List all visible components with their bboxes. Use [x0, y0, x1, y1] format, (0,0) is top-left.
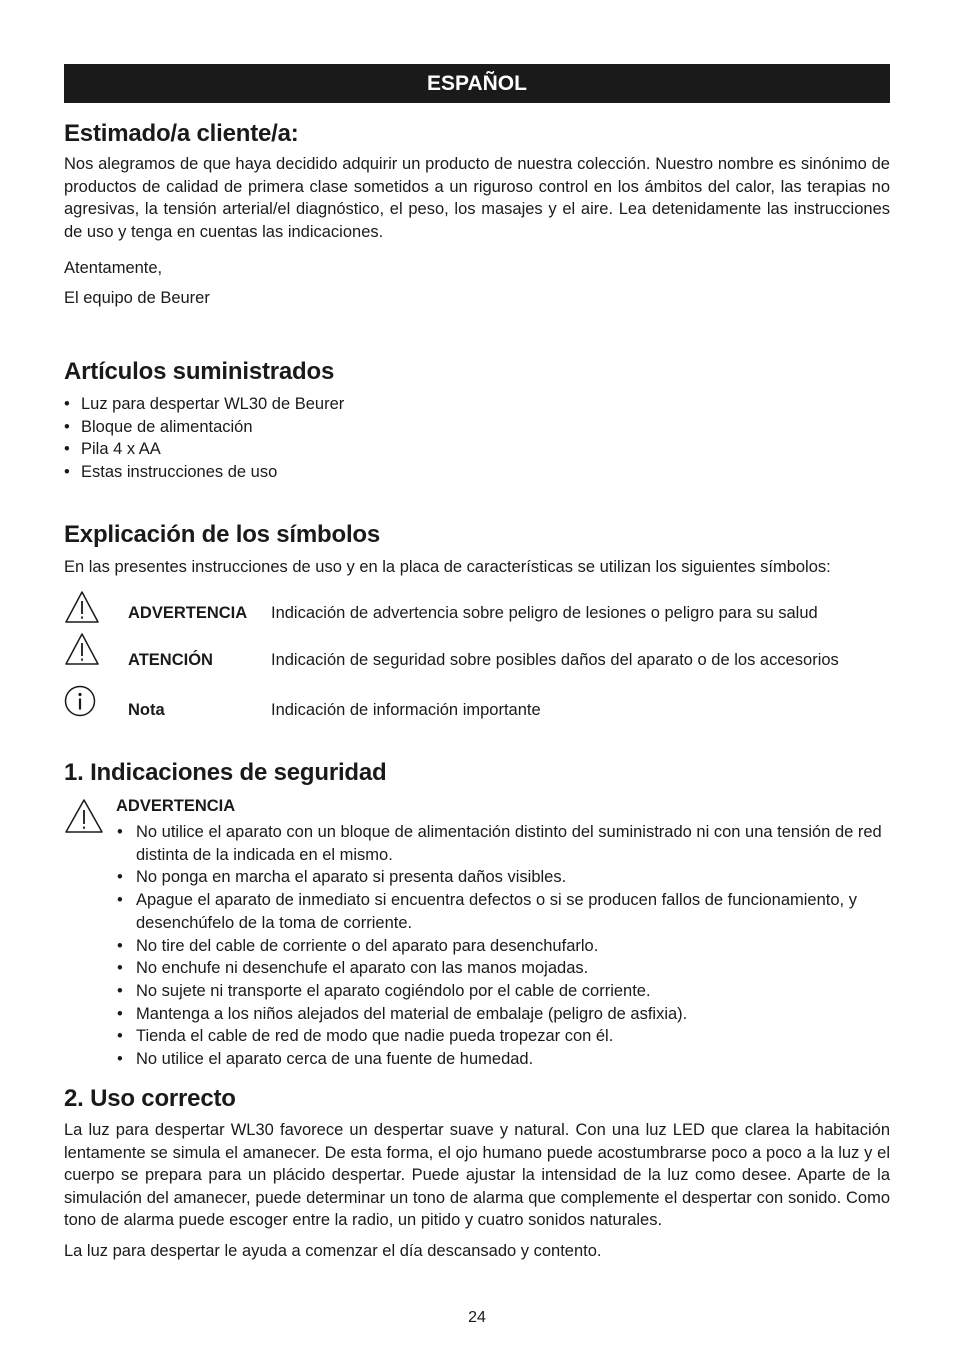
- usage-title: 2. Uso correcto: [64, 1085, 236, 1112]
- list-item: • Tienda el cable de red de modo que nadie pueda tropezar con él.: [116, 1025, 890, 1048]
- greeting-title: Estimado/a cliente/a:: [64, 120, 299, 147]
- list-item: • Bloque de alimentación: [64, 416, 344, 439]
- symbol-row-note: [64, 685, 890, 725]
- list-item: • Pila 4 x AA: [64, 438, 344, 461]
- greeting-closing: Atentamente,: [64, 259, 163, 277]
- symbol-description: Indicación de seguridad sobre posibles daños del aparato o de los accesorios: [271, 651, 839, 669]
- list-item: • Mantenga a los niños alejados del material de embalaje (peligro de asfixia).: [116, 1003, 890, 1026]
- greeting-signature: El equipo de Beurer: [64, 289, 210, 307]
- list-item: • No ponga en marcha el aparato si presenta daños visibles.: [116, 866, 890, 889]
- symbol-term: ATENCIÓN: [128, 651, 213, 669]
- symbols-intro: En las presentes instrucciones de uso y en la placa de características se utilizan los siguientes símbolos:: [64, 558, 831, 576]
- symbol-term: Nota: [128, 701, 165, 719]
- warning-triangle-icon: [64, 589, 100, 625]
- warning-triangle-icon: [64, 797, 104, 835]
- safety-list: [116, 821, 890, 1071]
- usage-paragraph: La luz para despertar WL30 favorece un despertar suave y natural. Con una luz LED que clarea la habitación lentamente se simula el amanecer. De esta forma, el ojo humano puede acostumbrarse poco a poco a la luz y el cuerpo se prepara para un plácido despertar. Puede ajustar la intensidad de la luz como desee. Aparte de la simulación del amanecer, puede determinar un tono de alarma que complemente el despertar con sonido. Como tono de alarma puede escoger entre la radio, un pitido y cuatro sonidos naturales.: [64, 1121, 890, 1230]
- list-item: • No enchufe ni desenchufe el aparato con las manos mojadas.: [116, 957, 890, 980]
- list-item: • Estas instrucciones de uso: [64, 461, 344, 484]
- symbol-term: ADVERTENCIA: [128, 604, 248, 622]
- supplied-title: Artículos suministrados: [64, 358, 335, 385]
- symbols-title: Explicación de los símbolos: [64, 521, 381, 548]
- symbol-row-attention: [64, 631, 890, 671]
- list-item: • No utilice el aparato cerca de una fuente de humedad.: [116, 1048, 890, 1071]
- page-number: 24: [468, 1309, 486, 1326]
- safety-title: 1. Indicaciones de seguridad: [64, 759, 387, 786]
- greeting-body: Nos alegramos de que haya decidido adquirir un producto de nuestra colección. Nuestro nombre es sinónimo de productos de calidad de primera clase sometidos a un riguroso control en los ámbitos del calor, las terapias no agresivas, la tensión arterial/el diagnóstico, el peso, los masajes y el aire. Lea detenidamente las instrucciones de uso y tenga en cuentas las indicaciones.: [64, 155, 890, 241]
- language-banner: ESPAÑOL: [64, 64, 890, 103]
- list-item: • No tire del cable de corriente o del aparato para desenchufarlo.: [116, 935, 890, 958]
- symbol-description: Indicación de advertencia sobre peligro de lesiones o peligro para su salud: [271, 604, 818, 622]
- safety-warning-label: ADVERTENCIA: [116, 797, 236, 815]
- list-item: • No utilice el aparato con un bloque de alimentación distinto del suministrado ni con una tensión de red distinta de la indicada en el mismo.: [116, 821, 890, 866]
- list-item: • Apague el aparato de inmediato si encuentra defectos o si se producen fallos de funcionamiento, y desenchúfelo de la toma de corriente.: [116, 889, 890, 934]
- list-item: • Luz para despertar WL30 de Beurer: [64, 393, 344, 416]
- symbol-row-warning: [64, 589, 890, 629]
- warning-triangle-icon: [64, 631, 100, 667]
- symbol-description: Indicación de información importante: [271, 701, 541, 719]
- list-item: • No sujete ni transporte el aparato cogiéndolo por el cable de corriente.: [116, 980, 890, 1003]
- info-circle-icon: [64, 685, 100, 721]
- usage-paragraph: La luz para despertar le ayuda a comenzar el día descansado y contento.: [64, 1242, 602, 1260]
- supplied-list: [64, 393, 344, 484]
